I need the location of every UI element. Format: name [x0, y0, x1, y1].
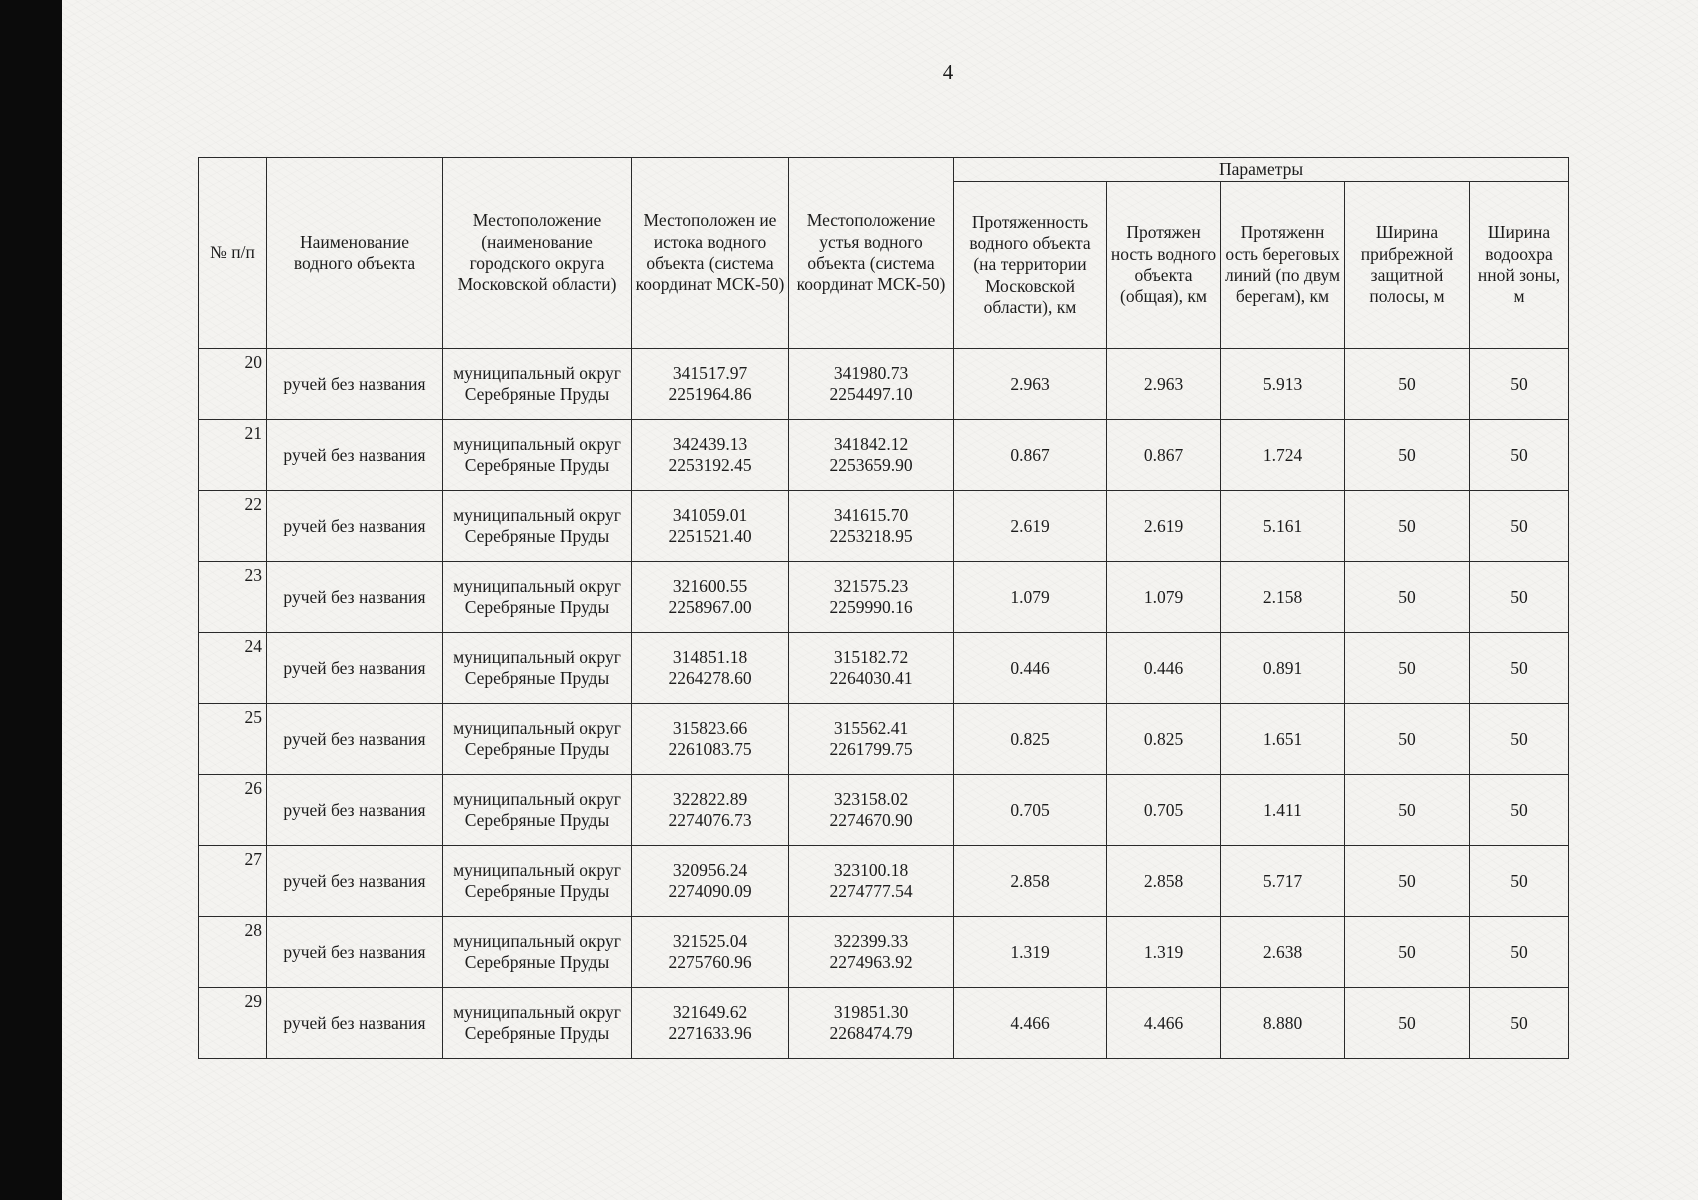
row-shoreline: 2.638	[1221, 917, 1345, 988]
row-location: муниципальный округ Серебряные Пруды	[443, 349, 632, 420]
table-row	[199, 988, 1569, 1059]
row-coastal-strip: 50	[1345, 988, 1470, 1059]
row-num: 21	[199, 420, 267, 491]
mouth-x: 321575.23	[833, 576, 909, 596]
row-protection-zone: 50	[1470, 775, 1569, 846]
row-location: муниципальный округ Серебряные Пруды	[443, 846, 632, 917]
source-y: 2261083.75	[668, 739, 752, 759]
row-source	[632, 491, 789, 562]
source-y: 2258967.00	[668, 597, 752, 617]
row-mouth	[789, 562, 954, 633]
row-length-total: 2.619	[1107, 491, 1221, 562]
row-protection-zone: 50	[1470, 988, 1569, 1059]
table-row	[199, 775, 1569, 846]
mouth-x: 315562.41	[833, 718, 909, 738]
row-length-region: 0.705	[954, 775, 1107, 846]
row-protection-zone: 50	[1470, 491, 1569, 562]
mouth-y: 2254497.10	[829, 384, 913, 404]
row-length-total: 1.079	[1107, 562, 1221, 633]
row-num: 23	[199, 562, 267, 633]
row-protection-zone: 50	[1470, 633, 1569, 704]
row-source	[632, 988, 789, 1059]
header-source: Местоположен ие истока водного объекта (система координат МСК-50)	[632, 158, 789, 349]
row-shoreline: 5.913	[1221, 349, 1345, 420]
row-coastal-strip: 50	[1345, 704, 1470, 775]
row-name: ручей без названия	[267, 846, 443, 917]
mouth-x: 319851.30	[833, 1002, 909, 1022]
mouth-x: 341615.70	[833, 505, 909, 525]
row-num: 25	[199, 704, 267, 775]
row-name: ручей без названия	[267, 562, 443, 633]
row-mouth	[789, 988, 954, 1059]
row-shoreline: 0.891	[1221, 633, 1345, 704]
row-coastal-strip: 50	[1345, 420, 1470, 491]
row-mouth	[789, 917, 954, 988]
source-x: 314851.18	[672, 647, 748, 667]
source-x: 320956.24	[672, 860, 748, 880]
source-y: 2251521.40	[668, 526, 752, 546]
table-body	[199, 349, 1569, 1059]
row-protection-zone: 50	[1470, 562, 1569, 633]
mouth-y: 2274777.54	[829, 881, 913, 901]
row-length-total: 1.319	[1107, 917, 1221, 988]
row-source	[632, 704, 789, 775]
row-num: 29	[199, 988, 267, 1059]
row-protection-zone: 50	[1470, 846, 1569, 917]
scan-dark-edge	[0, 0, 62, 1200]
row-length-region: 0.825	[954, 704, 1107, 775]
row-length-region: 2.619	[954, 491, 1107, 562]
row-protection-zone: 50	[1470, 349, 1569, 420]
row-source	[632, 846, 789, 917]
source-x: 321525.04	[672, 931, 748, 951]
mouth-x: 323100.18	[833, 860, 909, 880]
document-page: 4	[62, 0, 1698, 1200]
row-num: 26	[199, 775, 267, 846]
mouth-y: 2259990.16	[829, 597, 913, 617]
row-location: муниципальный округ Серебряные Пруды	[443, 491, 632, 562]
row-num: 27	[199, 846, 267, 917]
source-y: 2264278.60	[668, 668, 752, 688]
row-coastal-strip: 50	[1345, 917, 1470, 988]
table-row	[199, 846, 1569, 917]
source-x: 322822.89	[672, 789, 748, 809]
row-source	[632, 420, 789, 491]
row-coastal-strip: 50	[1345, 633, 1470, 704]
row-coastal-strip: 50	[1345, 491, 1470, 562]
source-x: 341517.97	[672, 363, 748, 383]
row-num: 22	[199, 491, 267, 562]
row-shoreline: 5.161	[1221, 491, 1345, 562]
row-coastal-strip: 50	[1345, 349, 1470, 420]
row-name: ручей без названия	[267, 420, 443, 491]
table-row	[199, 562, 1569, 633]
row-location: муниципальный округ Серебряные Пруды	[443, 420, 632, 491]
row-mouth	[789, 775, 954, 846]
row-shoreline: 1.651	[1221, 704, 1345, 775]
header-location: Местоположение (наименование городского округа Московской области)	[443, 158, 632, 349]
source-y: 2275760.96	[668, 952, 752, 972]
row-num: 20	[199, 349, 267, 420]
row-mouth	[789, 420, 954, 491]
row-shoreline: 1.724	[1221, 420, 1345, 491]
row-coastal-strip: 50	[1345, 562, 1470, 633]
row-name: ручей без названия	[267, 988, 443, 1059]
row-name: ручей без названия	[267, 704, 443, 775]
row-name: ручей без названия	[267, 349, 443, 420]
source-x: 315823.66	[672, 718, 748, 738]
row-length-region: 4.466	[954, 988, 1107, 1059]
row-num: 24	[199, 633, 267, 704]
row-protection-zone: 50	[1470, 420, 1569, 491]
row-location: муниципальный округ Серебряные Пруды	[443, 917, 632, 988]
row-num: 28	[199, 917, 267, 988]
row-length-total: 2.963	[1107, 349, 1221, 420]
row-coastal-strip: 50	[1345, 846, 1470, 917]
row-location: муниципальный округ Серебряные Пруды	[443, 704, 632, 775]
mouth-x: 315182.72	[833, 647, 909, 667]
header-params: Параметры	[954, 158, 1569, 182]
row-source	[632, 633, 789, 704]
table-row	[199, 491, 1569, 562]
row-length-total: 4.466	[1107, 988, 1221, 1059]
mouth-x: 323158.02	[833, 789, 909, 809]
row-shoreline: 5.717	[1221, 846, 1345, 917]
row-mouth	[789, 349, 954, 420]
header-length-region: Протяженность водного объекта (на территории Московской области), км	[954, 182, 1107, 349]
row-length-total: 0.446	[1107, 633, 1221, 704]
row-protection-zone: 50	[1470, 917, 1569, 988]
water-objects-table	[198, 157, 1569, 1059]
header-protection-zone: Ширина водоохра нной зоны, м	[1470, 182, 1569, 349]
header-num: № п/п	[199, 158, 267, 349]
row-length-total: 0.867	[1107, 420, 1221, 491]
mouth-y: 2274963.92	[829, 952, 913, 972]
source-y: 2271633.96	[668, 1023, 752, 1043]
source-y: 2274076.73	[668, 810, 752, 830]
mouth-y: 2253218.95	[829, 526, 913, 546]
row-name: ручей без названия	[267, 917, 443, 988]
source-y: 2251964.86	[668, 384, 752, 404]
mouth-y: 2264030.41	[829, 668, 913, 688]
table-row	[199, 633, 1569, 704]
header-length-total: Протяжен ность водного объекта (общая), км	[1107, 182, 1221, 349]
row-length-total: 0.825	[1107, 704, 1221, 775]
row-name: ручей без названия	[267, 491, 443, 562]
mouth-x: 322399.33	[833, 931, 909, 951]
row-location: муниципальный округ Серебряные Пруды	[443, 988, 632, 1059]
row-mouth	[789, 846, 954, 917]
row-location: муниципальный округ Серебряные Пруды	[443, 775, 632, 846]
row-location: муниципальный округ Серебряные Пруды	[443, 633, 632, 704]
table-row	[199, 917, 1569, 988]
header-name: Наименование водного объекта	[267, 158, 443, 349]
row-length-region: 0.867	[954, 420, 1107, 491]
row-length-region: 0.446	[954, 633, 1107, 704]
row-length-region: 1.319	[954, 917, 1107, 988]
mouth-x: 341980.73	[833, 363, 909, 383]
row-mouth	[789, 704, 954, 775]
source-y: 2253192.45	[668, 455, 752, 475]
mouth-y: 2268474.79	[829, 1023, 913, 1043]
header-mouth: Местоположение устья водного объекта (система координат МСК-50)	[789, 158, 954, 349]
row-shoreline: 2.158	[1221, 562, 1345, 633]
table-header	[199, 158, 1569, 349]
header-shoreline: Протяженн ость береговых линий (по двум берегам), км	[1221, 182, 1345, 349]
row-mouth	[789, 491, 954, 562]
row-coastal-strip: 50	[1345, 775, 1470, 846]
row-protection-zone: 50	[1470, 704, 1569, 775]
table-row	[199, 420, 1569, 491]
row-name: ручей без названия	[267, 633, 443, 704]
source-x: 342439.13	[672, 434, 748, 454]
row-source	[632, 775, 789, 846]
row-shoreline: 1.411	[1221, 775, 1345, 846]
row-length-region: 2.963	[954, 349, 1107, 420]
table-row	[199, 349, 1569, 420]
row-shoreline: 8.880	[1221, 988, 1345, 1059]
row-source	[632, 917, 789, 988]
source-x: 321649.62	[672, 1002, 748, 1022]
row-length-region: 2.858	[954, 846, 1107, 917]
mouth-x: 341842.12	[833, 434, 909, 454]
row-mouth	[789, 633, 954, 704]
source-x: 341059.01	[672, 505, 748, 525]
row-name: ручей без названия	[267, 775, 443, 846]
row-source	[632, 349, 789, 420]
table-row	[199, 704, 1569, 775]
header-coastal-strip: Ширина прибрежной защитной полосы, м	[1345, 182, 1470, 349]
source-y: 2274090.09	[668, 881, 752, 901]
mouth-y: 2274670.90	[829, 810, 913, 830]
row-source	[632, 562, 789, 633]
mouth-y: 2261799.75	[829, 739, 913, 759]
row-length-total: 2.858	[1107, 846, 1221, 917]
row-location: муниципальный округ Серебряные Пруды	[443, 562, 632, 633]
row-length-region: 1.079	[954, 562, 1107, 633]
source-x: 321600.55	[672, 576, 748, 596]
mouth-y: 2253659.90	[829, 455, 913, 475]
row-length-total: 0.705	[1107, 775, 1221, 846]
